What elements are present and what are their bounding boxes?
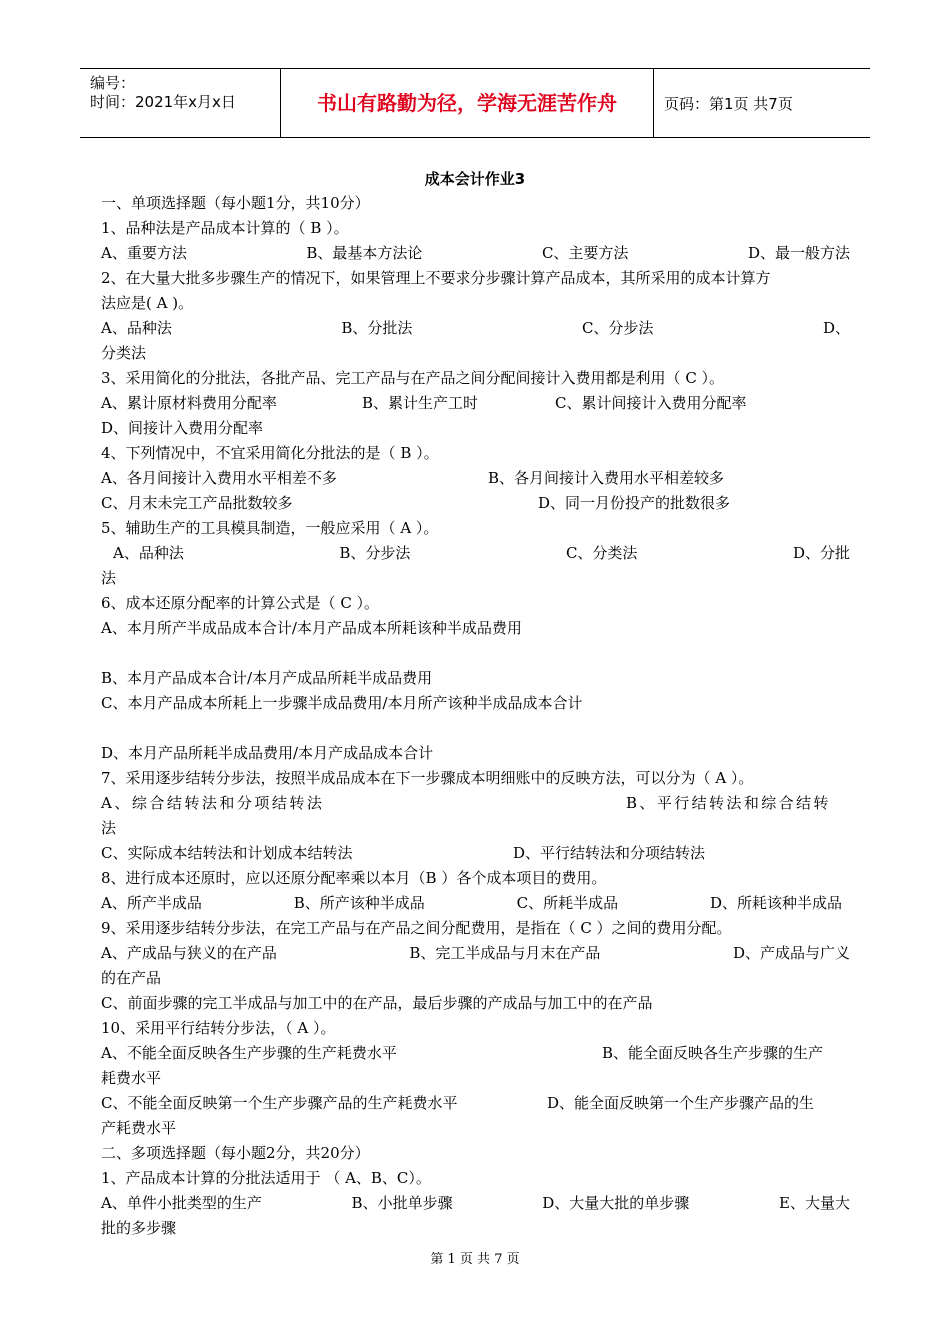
option-row — [101, 943, 850, 963]
question: 1、产品成本计算的分批法适用于 （ A、B、C）。 — [101, 1169, 431, 1187]
question: 8、进行成本还原时，应以还原分配率乘以本月（B ）各个成本项目的费用。 — [101, 869, 607, 887]
option-row — [113, 543, 850, 563]
option: A、产成品与狭义的在产品 — [101, 944, 277, 962]
question: 4、下列情况中，不宜采用简化分批法的是（ B ）。 — [101, 444, 439, 462]
option-continuation: 法 — [101, 819, 117, 837]
option: D、分批 — [792, 544, 850, 562]
option-row — [101, 1193, 850, 1213]
option: D、本月产品所耗半成品费用/本月产成品成本合计 — [101, 744, 434, 762]
option: B、平行结转法和综合结转 — [626, 794, 831, 812]
option: A、重要方法 — [101, 244, 187, 262]
option: B、分批法 — [341, 319, 413, 337]
option-row — [101, 893, 842, 913]
option: D、产成品与广义 — [732, 944, 850, 962]
option-continuation: 的在产品 — [101, 969, 162, 987]
option: D、同一月份投产的批数很多 — [538, 494, 731, 512]
question: 9、采用逐步结转分步法，在完工产品与在产品之间分配费用，是指在（ C ）之间的费用分配。 — [101, 919, 732, 937]
option-continuation: 批的多步骤 — [101, 1219, 177, 1237]
option: A、所产半成品 — [101, 894, 202, 912]
question: 1、品种法是产品成本计算的（ B ）。 — [101, 219, 349, 237]
header-page-label: 页码：第1页 共7页 — [664, 95, 793, 113]
question: 6、成本还原分配率的计算公式是（ C ）。 — [101, 594, 380, 612]
option: D、 — [822, 319, 850, 337]
option: B、累计生产工时 — [362, 394, 479, 412]
option: C、不能全面反映第一个生产步骤产品的生产耗费水平 — [101, 1094, 458, 1112]
option: C、月末未完工产品批数较多 — [101, 494, 293, 512]
question: 2、在大量大批多步骤生产的情况下，如果管理上不要求分步骤计算产品成本，其所采用的成本计算方 — [101, 269, 771, 287]
option: C、本月产品成本所耗上一步骤半成品费用/本月所产该种半成品成本合计 — [101, 694, 583, 712]
option: D、间接计入费用分配率 — [101, 419, 264, 437]
option: D、大量大批的单步骤 — [542, 1194, 690, 1212]
option: D、最一般方法 — [747, 244, 850, 262]
option: B、所产该种半成品 — [293, 894, 425, 912]
option: C、主要方法 — [541, 244, 629, 262]
section-heading: 一、单项选择题（每小题1分，共10分） — [101, 194, 370, 212]
option: C、分步法 — [581, 319, 654, 337]
option: A、综合结转法和分项结转法 — [101, 794, 325, 812]
document-time-label: 时间：2021年x月x日 — [90, 93, 236, 111]
question-continuation: 法应是( A )。 — [101, 294, 194, 312]
option: A、品种法 — [113, 544, 184, 562]
option-row — [101, 318, 850, 338]
question: 5、辅助生产的工具模具制造，一般应采用（ A ）。 — [101, 519, 439, 537]
option: A、各月间接计入费用水平相差不多 — [101, 469, 337, 487]
question: 10、采用平行结转分步法，（ A ）。 — [101, 1019, 336, 1037]
option: A、不能全面反映各生产步骤的生产耗费水平 — [101, 1044, 397, 1062]
option: D、平行结转法和分项结转法 — [513, 844, 706, 862]
option: B、完工半成品与月末在产品 — [409, 944, 601, 962]
header-motto: 书山有路勤为径，学海无涯苦作舟 — [317, 91, 617, 115]
option-continuation: 法 — [101, 569, 117, 587]
option: A、累计原材料费用分配率 — [101, 394, 277, 412]
option: C、累计间接计入费用分配率 — [555, 394, 747, 412]
option: E、大量大 — [779, 1194, 850, 1212]
document-number-label: 编号： — [90, 74, 136, 92]
option: B、最基本方法论 — [306, 244, 423, 262]
option: B、各月间接计入费用水平相差较多 — [488, 469, 725, 487]
option: B、分步法 — [339, 544, 411, 562]
question: 7、采用逐步结转分步法，按照半成品成本在下一步骤成本明细账中的反映方法，可以分为（ A ）。 — [101, 769, 754, 787]
option: B、小批单步骤 — [351, 1194, 453, 1212]
option: C、实际成本结转法和计划成本结转法 — [101, 844, 353, 862]
option: D、能全面反映第一个生产步骤产品的生 — [547, 1094, 815, 1112]
header-motto-cell — [281, 69, 654, 137]
option: C、分类法 — [565, 544, 638, 562]
header-page-cell — [654, 69, 870, 137]
option-continuation: 产耗费水平 — [101, 1119, 177, 1137]
document-title: 成本会计作业3 — [424, 170, 526, 188]
option: C、前面步骤的完工半成品与加工中的在产品，最后步骤的产成品与加工中的在产品 — [101, 994, 653, 1012]
option: A、本月所产半成品成本合计/本月产品成本所耗该种半成品费用 — [101, 619, 522, 637]
header-meta-cell — [80, 69, 281, 137]
option: A、单件小批类型的生产 — [101, 1194, 262, 1212]
option-row — [101, 243, 850, 263]
option: B、本月产品成本合计/本月产成品所耗半成品费用 — [101, 669, 433, 687]
section-heading: 二、多项选择题（每小题2分，共20分） — [101, 1144, 370, 1162]
question: 3、采用简化的分批法，各批产品、完工产品与在产品之间分配间接计入费用都是利用（ C ）。 — [101, 369, 725, 387]
option: D、所耗该种半成品 — [709, 894, 842, 912]
option: B、能全面反映各生产步骤的生产 — [602, 1044, 824, 1062]
option: C、所耗半成品 — [516, 894, 619, 912]
page-footer: 第 1 页 共 7 页 — [430, 1252, 520, 1267]
option: A、品种法 — [101, 319, 172, 337]
option-continuation: 分类法 — [101, 344, 147, 362]
option-continuation: 耗费水平 — [101, 1069, 162, 1087]
document-header — [80, 68, 870, 138]
